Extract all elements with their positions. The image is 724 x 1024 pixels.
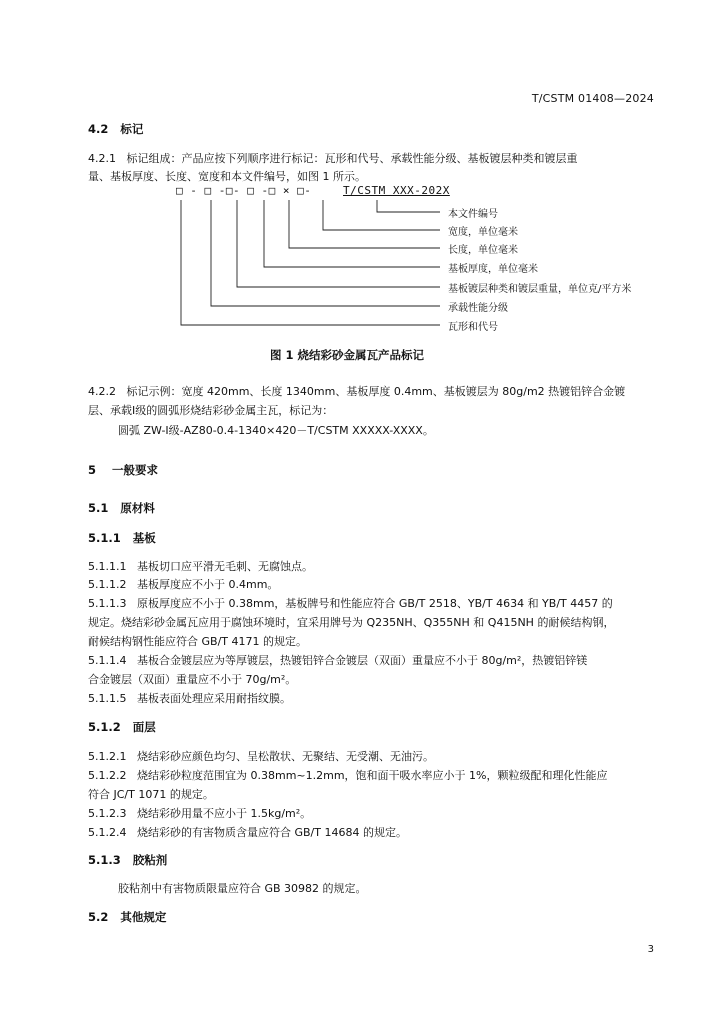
clause-5-1-2-3 bbox=[88, 805, 311, 821]
clause-number: 5.1.1.1 bbox=[88, 560, 127, 573]
section-5-1-2-heading bbox=[88, 719, 156, 735]
clause-number: 5.1.1.4 bbox=[88, 654, 127, 667]
label-length: 长度，单位毫米 bbox=[448, 245, 518, 256]
section-number: 5.1 bbox=[88, 501, 109, 515]
clause-number: 5.1.1.2 bbox=[88, 578, 127, 591]
clause-number: 5.1.2.1 bbox=[88, 750, 127, 763]
clause-text: 烧结彩砂的有害物质含量应符合 GB/T 14684 的规定。 bbox=[136, 826, 407, 839]
para-4-2-1-line2: 量、基板厚度、长度、宽度和本文件编号，如图 1 所示。 bbox=[88, 170, 366, 183]
para-4-2-2-line2: 层、承载Ⅰ级的圆弧形烧结彩砂金属主瓦，标记为： bbox=[88, 404, 334, 417]
clause-text: 基板切口应平滑无毛刺、无腐蚀点。 bbox=[136, 560, 313, 573]
section-title: 原材料 bbox=[120, 501, 155, 515]
mark-doc-code: T/CSTM XXX-202X bbox=[343, 184, 450, 197]
para-5-1-3-text: 胶粘剂中有害物质限量应符合 GB 30982 的规定。 bbox=[118, 882, 367, 895]
clause-text: 基板合金镀层应为等厚镀层，热镀铝锌合金镀层（双面）重量应不小于 80g/m²，热镀铝锌镁 bbox=[136, 654, 588, 667]
section-5-1-3-heading bbox=[88, 852, 167, 868]
section-number: 5.2 bbox=[88, 910, 109, 924]
section-title: 面层 bbox=[132, 720, 156, 734]
section-title: 基板 bbox=[132, 531, 156, 545]
clause-5-1-2-1 bbox=[88, 748, 434, 764]
section-number: 5.1.1 bbox=[88, 531, 121, 545]
section-5-2-heading bbox=[88, 909, 166, 925]
section-title: 胶粘剂 bbox=[132, 853, 168, 867]
clause-5-1-2-4 bbox=[88, 824, 407, 840]
section-title: 标记 bbox=[120, 122, 144, 136]
clause-number: 4.2.1 bbox=[88, 152, 116, 165]
section-number: 5.1.3 bbox=[88, 853, 121, 867]
section-title: 其他规定 bbox=[120, 910, 167, 924]
section-5-heading bbox=[88, 462, 158, 478]
clause-number: 5.1.2.4 bbox=[88, 826, 127, 839]
clause-text: 基板厚度应不小于 0.4mm。 bbox=[136, 578, 279, 591]
clause-text: 烧结彩砂用量不应小于 1.5kg/m²。 bbox=[136, 807, 312, 820]
clause-5-1-1-3-line2: 规定。烧结彩砂金属瓦应用于腐蚀环境时，宜采用牌号为 Q235NH、Q355NH 和 Q415NH 的耐候结构钢， bbox=[88, 616, 615, 629]
clause-5-1-1-3-line3: 耐候结构钢性能应符合 GB/T 4171 的规定。 bbox=[88, 635, 307, 648]
label-coating: 基板镀层种类和镀层重量，单位克/平方米 bbox=[448, 284, 632, 295]
clause-5-1-1-1 bbox=[88, 558, 313, 574]
clause-text: 标记组成：产品应按下列顺序进行标记：瓦形和代号、承载性能分级、基板镀层种类和镀层重 bbox=[126, 152, 578, 165]
page-number: 3 bbox=[647, 944, 654, 955]
clause-5-1-2-2-line1 bbox=[88, 767, 608, 783]
clause-5-1-1-3-line1 bbox=[88, 595, 613, 611]
figure-caption: 图 1 烧结彩砂金属瓦产品标记 bbox=[270, 348, 425, 362]
section-5-1-1-heading bbox=[88, 530, 156, 546]
clause-number: 5.1.2.2 bbox=[88, 769, 127, 782]
document-number: T/CSTM 01408—2024 bbox=[531, 92, 654, 105]
clause-text: 烧结彩砂粒度范围宜为 0.38mm~1.2mm，饱和面干吸水率应小于 1%，颗粒级配和理化性能应 bbox=[136, 769, 608, 782]
clause-5-1-1-4-line2: 合金镀层（双面）重量应不小于 70g/m²。 bbox=[88, 673, 297, 686]
clause-text: 原板厚度应不小于 0.38mm，基板牌号和性能应符合 GB/T 2518、YB/T 4634 和 YB/T 4457 的 bbox=[136, 597, 613, 610]
mark-pattern: □ - □ -□- □ -□ × □- bbox=[176, 184, 312, 197]
section-number: 4.2 bbox=[88, 122, 109, 136]
label-doc-number: 本文件编号 bbox=[448, 209, 498, 220]
clause-5-1-1-4-line1 bbox=[88, 652, 587, 668]
clause-5-1-1-5 bbox=[88, 690, 291, 706]
section-title: 一般要求 bbox=[112, 463, 159, 477]
clause-number: 5.1.1.3 bbox=[88, 597, 127, 610]
clause-number: 5.1.2.3 bbox=[88, 807, 127, 820]
clause-text: 标记示例：宽度 420mm、长度 1340mm、基板厚度 0.4mm、基板镀层为 80g/m2 热镀铝锌合金镀 bbox=[126, 385, 626, 398]
label-thickness: 基板厚度，单位毫米 bbox=[448, 264, 538, 275]
section-number: 5 bbox=[88, 463, 97, 477]
section-5-1-heading bbox=[88, 500, 155, 516]
section-number: 5.1.2 bbox=[88, 720, 121, 734]
clause-number: 4.2.2 bbox=[88, 385, 116, 398]
clause-5-1-1-2 bbox=[88, 576, 278, 592]
label-load-grade: 承载性能分级 bbox=[448, 303, 508, 314]
clause-5-1-2-2-line2: 符合 JC/T 1071 的规定。 bbox=[88, 788, 214, 801]
label-width: 宽度，单位毫米 bbox=[448, 227, 518, 238]
clause-number: 5.1.1.5 bbox=[88, 692, 127, 705]
para-4-2-2-line1 bbox=[88, 383, 625, 399]
clause-text: 烧结彩砂应颜色均匀、呈松散状、无聚结、无受潮、无油污。 bbox=[136, 750, 434, 763]
label-tile-shape: 瓦形和代号 bbox=[448, 322, 498, 333]
marking-example: 圆弧 ZW-Ⅰ级-AZ80-0.4-1340×420－T/CSTM XXXXX-XXXX。 bbox=[118, 424, 434, 437]
clause-text: 基板表面处理应采用耐指纹膜。 bbox=[136, 692, 291, 705]
